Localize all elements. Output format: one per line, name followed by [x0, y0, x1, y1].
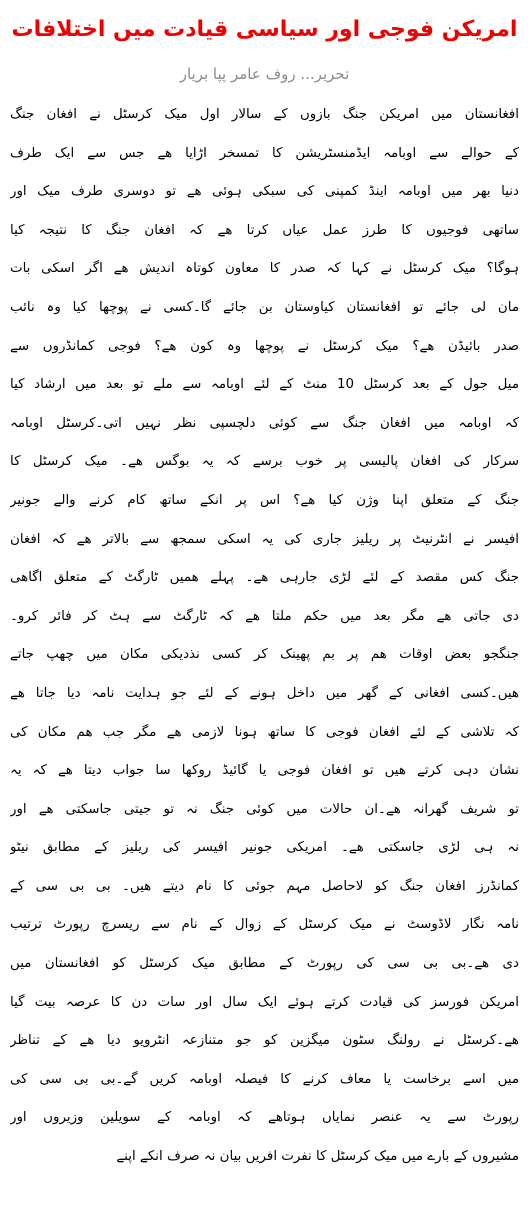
article-line: سرکار کی افغان پالیسی پر خوب برسے کہ یہ بوگس ھے۔ میک کرسٹل کا: [10, 454, 519, 470]
article-line: افغانستان میں امریکن جنگ بازوں کے سالار اول میک کرسٹل نے افغان جنگ: [10, 107, 519, 122]
article-byline: تحریر... روف عامر پپا بریار: [179, 65, 350, 83]
article-line: افیسر نے انٹرنیٹ پر ریلیز جاری کی یہ اسکی سمجھ سے بالاتر ھے کہ افغان: [10, 531, 519, 547]
article-line: کہ اوبامہ میں افغان جنگ سے کوئی دلچسپی نظر نہیں اتی۔کرسٹل اوبامہ: [10, 415, 519, 431]
article-line: دنیا بھر میں اوبامہ اینڈ کمپنی کی سبکی ہوئی ھے تو دوسری طرف میک اور: [10, 184, 519, 200]
article-line: تو شریف گھرانہ ھے۔ان حالات میں کوئی جنگ نہ تو جیتی جاسکتی ھے اور: [10, 801, 519, 817]
article-line: نامہ نگار لاڈوسٹ نے میک کرسٹل کے زوال کے نام سے ریسرچ رپورٹ ترتیب: [10, 917, 519, 933]
article-line: ہوگا؟ میک کرسٹل نے کہا کہ صدر کا معاون کوتاہ اندیش ھے اگر اسکی بات: [10, 261, 519, 277]
article-line: مشیروں کے بارے میں میک کرسٹل کا نفرت افریں بیان نہ صرف انکے اپنے: [116, 1149, 519, 1165]
article-line: جنگ کے متعلق اپنا وژن کیا ھے؟ اس پر انکے ساتھ کام کرنے والے جونیر: [10, 492, 519, 508]
article-line: کہ تلاشی کے لئے افغان فوجی کا ساتھ ہونا لازمی ھے مگر جب ھم مکان کی: [10, 724, 519, 740]
article-line: نہ ہی لڑی جاسکتی ھے۔ امریکی جونیر افیسر کی ریلیز کے مطابق نیٹو: [10, 840, 519, 856]
article-line: جنگ کس مقصد کے لئے لڑی جارہی ھے۔ پہلے ھمیں ٹارگٹ کے متعلق اگاھی: [10, 570, 519, 586]
article-line: کمانڈرز افغان جنگ کو لاحاصل مہم جوئی کا نام دیتے ھیں۔ بی بی سی کے: [10, 878, 519, 894]
article-line: ھے۔کرسٹل نے رولنگ سٹون میگزین کو جو متنازعہ انٹرویو دیا ھے کے تناظر: [10, 1033, 519, 1049]
article-line: جنگجو بعض اوقات ھم پر بم پھینک کر کسی نذدیکی مکان میں چھپ جاتے: [10, 647, 519, 663]
article-line: صدر بائیڈن ھے؟ میک کرسٹل نے پوچھا وہ کون ھے؟ فوجی کمانڈروں سے: [10, 338, 519, 354]
article-line: میل جول کے بعد کرسٹل 10 منٹ کے لئے اوبامہ سے ملے تو بعد میں ارشاد کیا: [10, 377, 519, 393]
article-title: امریکن فوجی اور سیاسی قیادت میں اختلافات: [11, 17, 518, 42]
article-line: امریکن فورسز کی قیادت کرتے ہوئے ایک سال اور سات دن کا عرصہ بیت گیا: [10, 994, 519, 1010]
article-line: ھیں۔کسی افغانی کے گھر میں داخل ہونے کے لئے جو ہدایت نامہ دیا جاتا ھے: [10, 685, 519, 701]
article-line: دی ھے۔بی بی سی کی رپورٹ کے مطابق میک کرسٹل کو افغانستان میں: [10, 956, 519, 972]
article-line: مان لی جائے تو افغانستان کیاوستان بن جائے گا۔کسی نے پوچھا کیا وہ نائب: [10, 299, 519, 315]
article-line: میں اسے برخاست یا معاف کرنے کا فیصلہ اوبامہ کریں گے۔بی بی سی کی: [10, 1071, 519, 1087]
article-line: نشان دہی کرتے ھیں تو افغان فوجی یا گائیڈ روکھا سا جواب دیتا ھے کہ یہ: [10, 763, 519, 779]
article-line: رپورٹ سے یہ عنصر نمایاں ہوتاھے کہ اوبامہ کے سویلین وزیروں اور: [10, 1110, 519, 1126]
article-line: دی جاتی ھے مگر بعد میں حکم ملتا ھے کہ ٹارگٹ سے ہٹ کر فائر کرو۔: [10, 608, 519, 624]
article-body: [10, 96, 519, 1177]
article-line: کے حوالے سے اوبامہ ایڈمنسٹریشن کا تمسخر اڑایا ھے جس سے ایک طرف: [10, 145, 519, 161]
article-line: ساتھی فوجیوں کا طرز عمل عیاں کرتا ھے کہ افغان جنگ کا نتیجہ کیا: [10, 222, 519, 238]
